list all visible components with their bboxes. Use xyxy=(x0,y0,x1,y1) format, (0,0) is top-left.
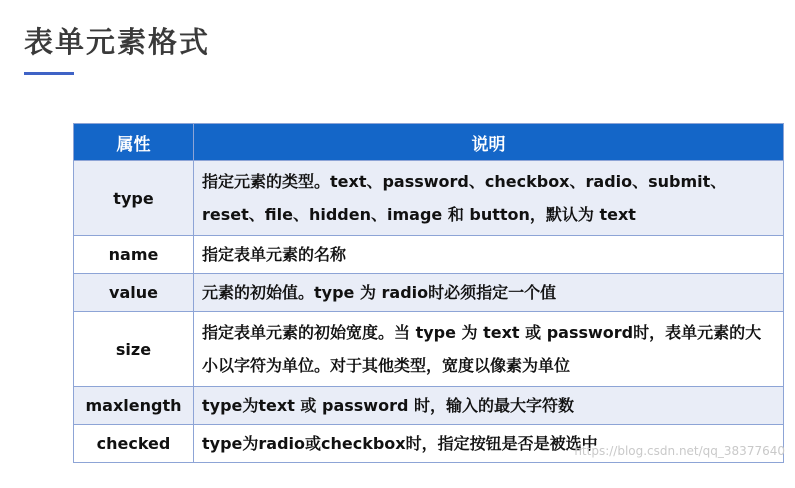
attr-desc-cell: 元素的初始值。type 为 radio时必须指定一个值 xyxy=(194,274,784,312)
table-row xyxy=(74,161,784,236)
table-row xyxy=(74,312,784,387)
attr-desc-cell: type为radio或checkbox时，指定按钮是否是被选中 xyxy=(194,425,784,463)
table-row xyxy=(74,274,784,312)
attr-name-cell: type xyxy=(74,161,194,236)
attr-name-cell: value xyxy=(74,274,194,312)
page-title: 表单元素格式 xyxy=(24,25,211,59)
table-row xyxy=(74,236,784,274)
attr-desc-cell: 指定表单元素的名称 xyxy=(194,236,784,274)
title-underline xyxy=(24,72,74,75)
watermark-text: https://blog.csdn.net/qq_38377640 xyxy=(574,444,785,458)
attr-name-cell: size xyxy=(74,312,194,387)
attr-desc-cell: type为text 或 password 时，输入的最大字符数 xyxy=(194,387,784,425)
attr-name-cell: checked xyxy=(74,425,194,463)
attr-desc-cell: 指定元素的类型。text、password、checkbox、radio、submit、reset、file、hidden、image 和 button，默认为 text xyxy=(194,161,784,236)
attributes-table xyxy=(73,123,784,463)
attr-name-cell: maxlength xyxy=(74,387,194,425)
attr-name-cell: name xyxy=(74,236,194,274)
table-row xyxy=(74,387,784,425)
header-attribute: 属性 xyxy=(74,124,194,161)
header-description: 说明 xyxy=(194,124,784,161)
table-header-row xyxy=(74,124,784,161)
attr-desc-cell: 指定表单元素的初始宽度。当 type 为 text 或 password时，表单元素的大小以字符为单位。对于其他类型，宽度以像素为单位 xyxy=(194,312,784,387)
